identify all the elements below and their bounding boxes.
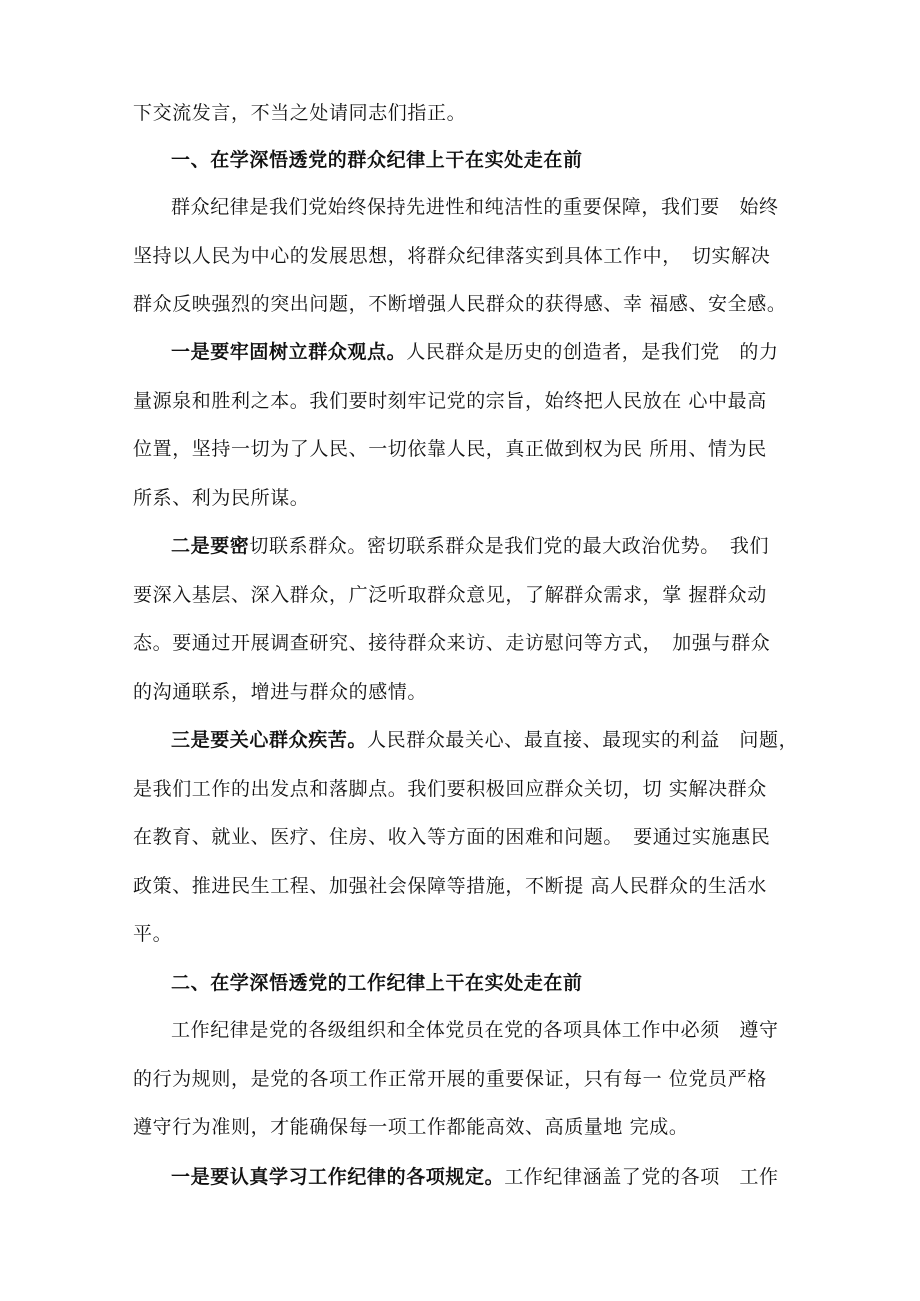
paragraph-mass-discipline: [133, 183, 793, 329]
lead-phrase: 一是要认真学习工作纪律的各项规定。: [171, 1166, 505, 1188]
text-line: 平。: [133, 923, 173, 946]
text-line: 群众纪律是我们党始终保持先进性和纯洁性的重要保障，我们要 始终: [171, 196, 779, 218]
text-line: 坚持以人民为中心的发展思想，将群众纪律落实到具体工作中， 切实解决: [133, 244, 771, 267]
text-fragment: 人民群众是历史的创造者，是我们党 的力: [406, 341, 779, 363]
paragraph-point-1: [133, 328, 793, 522]
text-line: [133, 716, 799, 765]
lead-phrase: 一是要牢固树立群众观点。: [171, 341, 407, 363]
paragraph-point-3: [133, 716, 799, 959]
section-heading-1: [133, 136, 793, 185]
paragraph-work-point-1: [133, 1153, 793, 1202]
text-line: 的行为规则，是党的各项工作正常开展的重要保证，只有每一 位党员严格: [133, 1067, 767, 1090]
text-line: 态。要通过开展调查研究、接待群众来访、走访慰问等方式， 加强与群众: [133, 632, 771, 655]
text-fragment: 切联系群众。密切联系群众是我们党的最大政治优势。 我们: [249, 535, 770, 557]
text-line: 量源泉和胜利之本。我们要时刻牢记党的宗旨，始终把人民放在 心中最高: [133, 389, 767, 412]
text-line: 在教育、就业、医疗、住房、收入等方面的困难和问题。 要通过实施惠民: [133, 826, 771, 849]
text-line: 下交流发言，不当之处请同志们指正。: [133, 102, 467, 124]
section-heading-2: [133, 959, 793, 1008]
paragraph-work-discipline: [133, 1006, 793, 1152]
text-line: [133, 328, 793, 377]
text-line: 群众反映强烈的突出问题，不断增强人民群众的获得感、幸 福感、安全感。: [133, 293, 787, 316]
text-line: 位置，坚持一切为了人民、一切依靠人民，真正做到权为民 所用、情为民: [133, 438, 767, 461]
text-fragment: 工作纪律涵盖了党的各项 工作: [504, 1166, 779, 1188]
text-line: 要深入基层、深入群众，广泛听取群众意见，了解群众需求，掌 握群众动: [133, 583, 767, 606]
text-line: 的沟通联系，增进与群众的感情。: [133, 680, 428, 703]
text-line: 所系、利为民所谋。: [133, 486, 310, 509]
heading-text: 二、在学深悟透党的工作纪律上干在实处走在前: [171, 972, 583, 994]
text-line: 工作纪律是党的各级组织和全体党员在党的各项具体工作中必须 遵守: [171, 1019, 779, 1041]
paragraph-intro-ending: [133, 89, 793, 138]
text-line: [133, 522, 793, 571]
text-line: 是我们工作的出发点和落脚点。我们要积极回应群众关切，切 实解决群众: [133, 777, 767, 800]
text-line: 遵守行为准则，才能确保每一项工作都能高效、高质量地 完成。: [133, 1116, 689, 1139]
paragraph-point-2: [133, 522, 793, 716]
text-line: [133, 1153, 793, 1202]
text-line: 政策、推进民生工程、加强社会保障等措施，不断提 高人民群众的生活水: [133, 874, 767, 897]
heading-text: 一、在学深悟透党的群众纪律上干在实处走在前: [171, 149, 583, 171]
lead-phrase: 三是要关心群众疾苦。: [171, 729, 368, 751]
lead-phrase: 二是要密: [171, 535, 250, 557]
text-fragment: 人民群众最关心、最直接、最现实的利益 问题，: [367, 729, 799, 751]
